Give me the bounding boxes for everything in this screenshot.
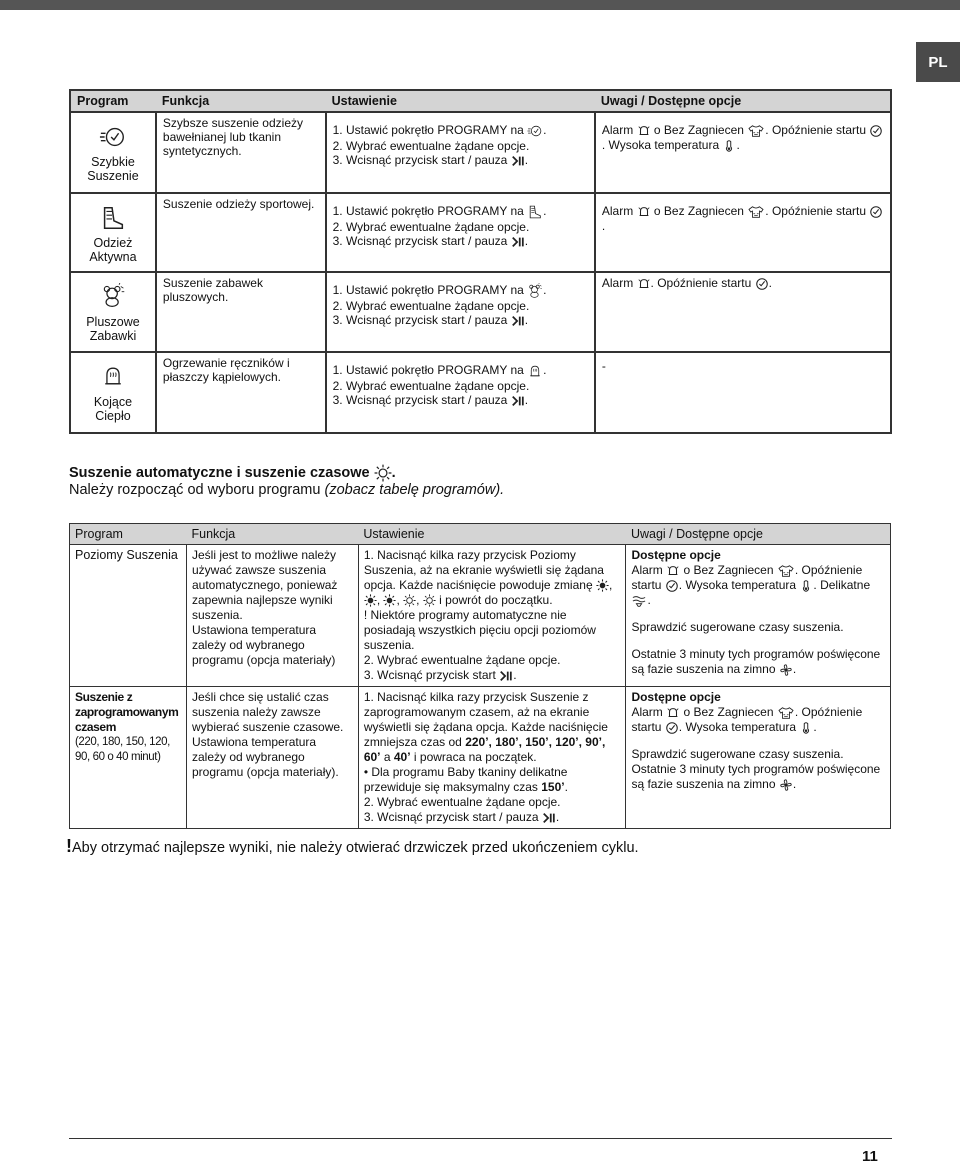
start-pause-icon xyxy=(499,669,513,683)
start-pause-icon xyxy=(542,811,556,825)
sun-level-icon xyxy=(364,594,377,607)
note-text: . xyxy=(768,276,772,290)
step-text: 1. Nacisnąć kilka razy przycisk Poziomy Suszenia, aż na ekranie wyświetli się żądana opcja. Każde naciśnięcie powoduje zmianę xyxy=(363,548,604,592)
step-text: 3. Wcisnąć przycisk start / pauza xyxy=(332,234,508,248)
high-temperature-icon xyxy=(722,139,736,153)
funkcja-text: Jeśli chce się ustalić czas suszenia należy zawsze wybierać suszenie czasowe. xyxy=(191,690,344,734)
table-row xyxy=(70,112,891,193)
table-header-row xyxy=(70,524,891,545)
note-text: Sprawdzić sugerowane czasy suszenia. xyxy=(631,747,844,761)
step-text: 2. Wybrać ewentualne żądane opcje. xyxy=(332,379,530,393)
funkcja-cell: Szybsze suszenie odzieży bawełnianej lub tkanin syntetycznych. xyxy=(156,112,326,193)
note-text: o Bez Zagniecen xyxy=(653,204,744,218)
step-text: i powrót do początku. xyxy=(439,593,553,607)
step-text: 2. Wybrać ewentualne żądane opcje. xyxy=(332,139,530,153)
ustawienie-cell: 1. Nacisnąć kilka razy przycisk Suszenie z zaprogramowanym czasem, aż na ekranie wyświetli się żądana opcja. Każde naciśnięcie zmniejsza czas od 220’, 180’, 150’, 120’, 90’, 60’ a 40’ i powraca na początek. • Dla programu Baby tkaniny delikatne przewiduje się maksymalny czas 150’. 2. Wybrać ewentualne żądane opcje. 3. Wcisnąć przycisk start / pauza . xyxy=(358,687,626,829)
header-uwagi: Uwagi / Dostępne opcje xyxy=(626,524,891,545)
program-cell xyxy=(70,687,187,829)
note-text: . Wysoka temperatura xyxy=(601,137,720,152)
anti-crease-icon xyxy=(747,205,765,219)
note-text: . xyxy=(792,662,797,676)
funkcja-cell xyxy=(186,545,358,687)
ustawienie-cell: 1. Ustawić pokrętło PROGRAMY na . 2. Wybrać ewentualne żądane opcje. 3. Wcisnąć przycisk start / pauza . xyxy=(326,272,595,352)
delay-start-icon xyxy=(869,124,883,138)
program-name: Zabawki xyxy=(89,329,137,343)
note-text: Alarm xyxy=(601,123,634,137)
funkcja-text: Ustawiona temperatura zależy od wybranego programu (opcja materiały). xyxy=(191,735,339,779)
step-text: 2. Wybrać ewentualne żądane opcje. xyxy=(363,795,561,809)
special-programs-table xyxy=(69,89,892,434)
teddy-bear-icon xyxy=(100,283,126,309)
program-name: Odzież xyxy=(93,236,133,250)
step-text: 1. Ustawić pokrętło PROGRAMY na xyxy=(332,123,524,138)
cool-fan-icon xyxy=(779,778,793,792)
alarm-bell-icon xyxy=(637,205,651,219)
table-row xyxy=(70,545,891,687)
alarm-bell-icon xyxy=(666,706,680,720)
header-uwagi: Uwagi / Dostępne opcje xyxy=(595,90,891,112)
step-time-value: 40’ xyxy=(393,750,411,764)
section-title-text: Suszenie automatyczne i suszenie czasowe xyxy=(69,464,370,481)
program-name: Szybkie xyxy=(91,155,135,169)
note-text: Ostatnie 3 minuty tych programów poświęcone są fazie suszenia na zimno xyxy=(631,762,881,791)
step-text: 1. Nacisnąć kilka razy przycisk Suszenie z zaprogramowanym czasem, aż na ekranie wyświetli się żądana opcja. Każde naciśnięcie zmniejsza czas od xyxy=(363,690,608,749)
table-row xyxy=(70,193,891,272)
program-cell xyxy=(70,272,156,352)
step-text: 3. Wcisnąć przycisk start / pauza xyxy=(332,153,508,167)
start-pause-icon xyxy=(511,314,525,328)
section-title-end: . xyxy=(391,464,396,481)
note-text: . Delikatne xyxy=(813,578,871,592)
warning-mark: ! xyxy=(66,836,72,856)
anti-crease-icon xyxy=(777,706,795,720)
auto-timed-drying-table xyxy=(69,523,891,829)
note-text: . Opóźnienie startu xyxy=(765,123,867,137)
step-text: 3. Wcisnąć przycisk start / pauza xyxy=(332,313,508,327)
program-cell xyxy=(70,193,156,272)
step-text: 2. Wybrać ewentualne żądane opcje. xyxy=(332,299,530,313)
warning-note xyxy=(66,836,639,857)
alarm-bell-icon xyxy=(637,277,651,291)
step-text: 1. Ustawić pokrętło PROGRAMY na xyxy=(332,204,524,219)
header-program: Program xyxy=(70,90,156,112)
step-text: ! Niektóre programy automatyczne nie posiadają wszystkich pięciu opcji poziomów suszenia. xyxy=(363,608,596,652)
alarm-bell-icon xyxy=(637,124,651,138)
program-cell xyxy=(70,112,156,193)
uwagi-cell xyxy=(595,272,891,352)
ustawienie-cell: 1. Nacisnąć kilka razy przycisk Poziomy Suszenia, aż na ekranie wyświetli się żądana opcja. Każde naciśnięcie powoduje zmianę , , , , i powrót do początku. ! Niektóre programy automatyczne nie posiadają wszystkich pięciu opcji poziomów suszenia. 2. Wybrać ewentualne żądane opcje. 3. Wcisnąć przycisk start . xyxy=(358,545,626,687)
program-name: Suszenie z zaprogramowanym czasem xyxy=(75,690,179,734)
note-text: Alarm xyxy=(601,276,634,290)
program-name: Pluszowe xyxy=(86,315,140,329)
program-name: Ciepło xyxy=(95,409,131,423)
options-title: Dostępne opcje xyxy=(631,690,721,704)
funkcja-cell: Suszenie odzieży sportowej. xyxy=(156,193,326,272)
header-ustawienie: Ustawienie xyxy=(326,90,595,112)
uwagi-cell xyxy=(626,687,891,829)
alarm-bell-icon xyxy=(666,564,680,578)
ustawienie-cell: 1. Ustawić pokrętło PROGRAMY na . 2. Wybrać ewentualne żądane opcje. 3. Wcisnąć przycisk start / pauza . xyxy=(326,112,595,193)
header-ustawienie: Ustawienie xyxy=(358,524,626,545)
anti-crease-icon xyxy=(747,124,765,138)
high-temperature-icon xyxy=(799,579,813,593)
quick-dry-icon xyxy=(527,123,543,139)
program-cell xyxy=(70,545,187,687)
sport-shoe-icon xyxy=(527,204,543,220)
table-row xyxy=(70,352,891,433)
delay-start-icon xyxy=(665,721,679,735)
program-name: Suszenie xyxy=(87,169,139,183)
high-temperature-icon xyxy=(799,721,813,735)
step-text: 3. Wcisnąć przycisk start xyxy=(363,668,496,682)
step-time-values: 220’, 180’, 150’, 120’, 90’, 60’ xyxy=(363,735,606,764)
note-text: . xyxy=(647,593,651,607)
note-text: . xyxy=(792,777,797,791)
note-text: Ostatnie 3 minuty tych programów poświęcone są fazie suszenia na zimno xyxy=(631,647,881,676)
note-text: o Bez Zagniecen xyxy=(683,705,774,719)
options-title: Dostępne opcje xyxy=(631,548,721,562)
section-title xyxy=(69,464,396,482)
program-times: (220, 180, 150, 120, 90, 60 o 40 minut) xyxy=(75,736,170,763)
note-text: Alarm xyxy=(601,204,634,218)
ustawienie-cell: 1. Ustawić pokrętło PROGRAMY na . 2. Wybrać ewentualne żądane opcje. 3. Wcisnąć przycisk start / pauza . xyxy=(326,193,595,272)
uwagi-cell xyxy=(595,112,891,193)
step-text: 1. Ustawić pokrętło PROGRAMY na xyxy=(332,363,524,378)
funkcja-text: Jeśli jest to możliwe należy używać zawsze suszenia automatycznego, ponieważ zapewnia najlepsze wyniki suszenia. xyxy=(191,548,338,622)
note-text: . xyxy=(813,720,817,734)
sun-level-icon xyxy=(596,579,609,592)
auto-dry-sun-icon xyxy=(374,464,392,482)
header-funkcja: Funkcja xyxy=(186,524,358,545)
sun-level-icon xyxy=(383,594,396,607)
program-name: Aktywna xyxy=(89,250,137,264)
step-text: a xyxy=(383,750,391,764)
header-program: Program xyxy=(70,524,187,545)
header-funkcja: Funkcja xyxy=(156,90,326,112)
warm-bell-icon xyxy=(527,363,543,379)
page-number: 11 xyxy=(862,1148,878,1165)
step-text: 2. Wybrać ewentualne żądane opcje. xyxy=(363,653,561,667)
program-cell xyxy=(70,352,156,433)
section-subtitle xyxy=(69,482,504,498)
uwagi-cell xyxy=(595,193,891,272)
note-text: . Wysoka temperatura xyxy=(678,578,797,592)
table-row xyxy=(70,272,891,352)
step-text: i powraca na początek. xyxy=(413,750,537,764)
delay-start-icon xyxy=(869,205,883,219)
note-text: . xyxy=(736,137,740,152)
table-row xyxy=(70,687,891,829)
note-text: . xyxy=(601,218,606,233)
start-pause-icon xyxy=(511,235,525,249)
delay-start-icon xyxy=(665,579,679,593)
step-text: 2. Wybrać ewentualne żądane opcje. xyxy=(332,220,530,234)
section-sub-italic: (zobacz tabelę programów). xyxy=(324,482,505,498)
start-pause-icon xyxy=(511,154,525,168)
note-text: Sprawdzić sugerowane czasy suszenia. xyxy=(631,620,844,634)
start-pause-icon xyxy=(511,394,525,408)
program-name: Poziomy Suszenia xyxy=(75,548,178,562)
section-sub-text: Należy rozpocząć od wyboru programu xyxy=(69,482,321,498)
step-text: 1. Ustawić pokrętło PROGRAMY na xyxy=(332,283,524,298)
program-name: Kojące xyxy=(93,395,133,409)
warning-text: Aby otrzymać najlepsze wyniki, nie należy otwierać drzwiczek przed ukończeniem cyklu. xyxy=(72,840,639,856)
top-bar xyxy=(0,0,960,10)
language-tab: PL xyxy=(916,42,960,82)
table-header-row xyxy=(70,90,891,112)
note-text: Alarm xyxy=(631,705,663,719)
uwagi-cell xyxy=(626,545,891,687)
note-text: . Wysoka temperatura xyxy=(678,720,797,734)
ustawienie-cell: 1. Ustawić pokrętło PROGRAMY na . 2. Wybrać ewentualne żądane opcje. 3. Wcisnąć przycisk start / pauza . xyxy=(326,352,595,433)
uwagi-cell: - xyxy=(595,352,891,433)
note-text: . Opóźnienie startu xyxy=(631,705,863,734)
sun-level-icon xyxy=(423,594,436,607)
warm-bell-icon xyxy=(100,363,126,389)
note-text: o Bez Zagniecen xyxy=(653,123,744,137)
funkcja-text: Ustawiona temperatura zależy od wybranego programu (opcja materiały) xyxy=(191,623,336,667)
note-text: o Bez Zagniecen xyxy=(683,563,774,577)
quick-dry-icon xyxy=(99,123,127,151)
funkcja-cell: Ogrzewanie ręczników i płaszczy kąpielowych. xyxy=(156,352,326,433)
footer-divider xyxy=(69,1138,892,1139)
funkcja-cell xyxy=(186,687,358,829)
note-text: . Opóźnienie startu xyxy=(650,276,752,290)
step-text: • Dla programu Baby tkaniny delikatne przewiduje się maksymalny czas xyxy=(363,765,568,794)
funkcja-cell: Suszenie zabawek pluszowych. xyxy=(156,272,326,352)
sport-shoe-icon xyxy=(99,204,127,232)
step-text: 3. Wcisnąć przycisk start / pauza xyxy=(363,810,539,824)
note-text: . Opóźnienie startu xyxy=(631,563,863,592)
cool-fan-icon xyxy=(779,663,793,677)
delicate-icon xyxy=(631,594,647,608)
note-text: . Opóźnienie startu xyxy=(765,204,867,218)
teddy-bear-icon xyxy=(527,283,543,299)
sun-level-icon xyxy=(403,594,416,607)
anti-crease-icon xyxy=(777,564,795,578)
step-time-value: 150’ xyxy=(541,780,565,794)
step-text: 3. Wcisnąć przycisk start / pauza xyxy=(332,393,508,407)
delay-start-icon xyxy=(755,277,769,291)
note-text: Alarm xyxy=(631,563,663,577)
